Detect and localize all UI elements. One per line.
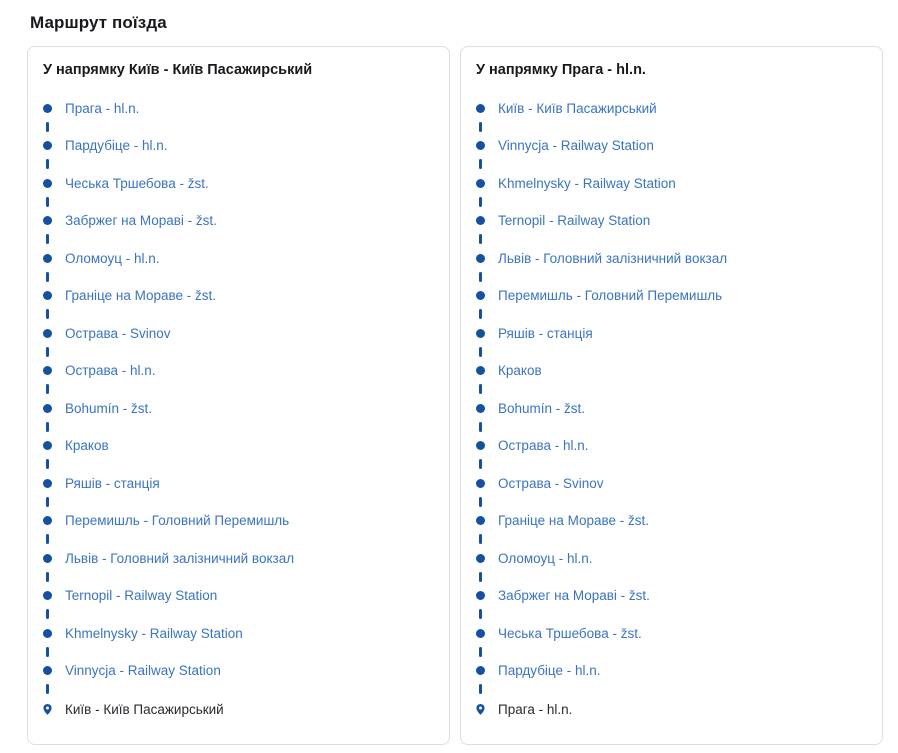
station-row [43,173,433,193]
route-connector [476,343,866,361]
station-row [476,623,866,643]
station-row [43,323,433,343]
route-dash-icon [479,684,482,694]
station-link[interactable]: Граніце на Мораве - žst. [498,513,650,528]
route-dash-icon [479,422,482,432]
station-link[interactable]: Bohumín - žst. [65,400,153,416]
route-connector [476,531,866,549]
route-dash-icon [479,609,482,619]
stop-dot-icon [43,329,52,338]
route-connector [476,381,866,399]
station-link[interactable]: Забржег на Мораві - žst. [65,213,217,228]
route-connector [476,193,866,211]
route-connector [476,231,866,249]
stop-dot-icon [43,366,52,375]
route-dash-icon [479,347,482,357]
station-link[interactable]: Оломоуц - hl.n. [65,250,160,266]
station-row [43,436,433,456]
route-connector [476,681,866,699]
stop-dot-icon [476,254,485,263]
location-pin-icon [476,701,485,718]
route-connector [476,456,866,474]
station-row [476,661,866,681]
station-row [43,623,433,643]
stop-dot-icon [43,516,52,525]
station-row [476,436,866,456]
station-link[interactable]: Краков [65,438,109,453]
stop-dot-icon [476,104,485,113]
route-dash-icon [46,272,49,282]
route-dash-icon [46,197,49,207]
stop-dot-icon [43,141,52,150]
route-dash-icon [46,122,49,132]
terminal-station-row [43,698,433,720]
stop-dot-icon [43,666,52,675]
station-row [476,173,866,193]
station-link[interactable]: Оломоуц - hl.n. [498,550,593,566]
station-row [476,323,866,343]
station-row [476,361,866,381]
terminal-station-row [476,698,866,720]
route-dash-icon [479,159,482,169]
station-link[interactable]: Bohumín - žst. [498,400,586,416]
stop-dot-icon [476,629,485,638]
route-connector [43,118,433,136]
route-connector [476,268,866,286]
station-link[interactable]: Чеська Тршебова - žst. [65,175,209,191]
route-connector [43,606,433,624]
stop-dot-icon [43,254,52,263]
station-link[interactable]: Київ - Київ Пасажирський [498,100,657,116]
station-row [43,98,433,118]
stop-dot-icon [476,554,485,563]
stop-dot-icon [43,404,52,413]
route-connector [476,606,866,624]
route-dash-icon [46,159,49,169]
station-link[interactable]: Чеська Тршебова - žst. [498,625,642,641]
route-connector [43,306,433,324]
station-link[interactable]: Ternopil - Railway Station [498,213,651,228]
stop-dot-icon [43,629,52,638]
route-connector [43,493,433,511]
route-dash-icon [479,272,482,282]
route-dash-icon [479,234,482,244]
route-dash-icon [46,309,49,319]
stop-dot-icon [43,104,52,113]
terminal-station-label: Київ - Київ Пасажирський [65,701,224,717]
stop-dot-icon [43,479,52,488]
stop-dot-icon [43,554,52,563]
route-dash-icon [46,347,49,357]
route-dash-icon [46,459,49,469]
station-link[interactable]: Vinnycja - Railway Station [65,663,221,678]
station-row [43,473,433,493]
route-connector [476,118,866,136]
station-link[interactable]: Забржег на Мораві - žst. [498,588,650,603]
route-connector [43,456,433,474]
route-dash-icon [479,459,482,469]
route-dash-icon [46,384,49,394]
station-link[interactable]: Львів - Головний залізничний вокзал [65,550,295,566]
station-row [476,286,866,306]
route-dash-icon [479,197,482,207]
route-connector [43,418,433,436]
route-connector [476,568,866,586]
station-link[interactable]: Vinnycja - Railway Station [498,138,654,153]
station-row [476,211,866,231]
station-link[interactable]: Ternopil - Railway Station [65,588,218,603]
route-dash-icon [46,534,49,544]
route-dash-icon [46,647,49,657]
route-connector [43,193,433,211]
route-dash-icon [479,534,482,544]
route-dash-icon [479,309,482,319]
stop-dot-icon [476,366,485,375]
page-title: Маршрут поїзда [30,13,167,32]
route-connector [43,268,433,286]
route-dash-icon [479,384,482,394]
stop-dot-icon [43,441,52,450]
station-row [476,473,866,493]
station-row [43,248,433,268]
station-link[interactable]: Ряшів - станція [498,325,593,341]
station-link[interactable]: Острава - hl.n. [498,438,589,453]
route-dash-icon [46,497,49,507]
route-connector [43,156,433,174]
route-panel [460,46,883,745]
stop-dot-icon [476,516,485,525]
route-dash-icon [479,572,482,582]
route-dash-icon [46,609,49,619]
route-dash-icon [46,422,49,432]
stop-dot-icon [43,291,52,300]
route-connector [43,231,433,249]
station-link[interactable]: Острава - Svinov [498,475,604,491]
station-row [476,248,866,268]
route-dash-icon [46,572,49,582]
stop-dot-icon [476,329,485,338]
station-link[interactable]: Краков [498,363,542,378]
stop-dot-icon [476,141,485,150]
station-row [43,398,433,418]
location-pin-icon [43,701,52,718]
stop-dot-icon [476,291,485,300]
route-dash-icon [479,497,482,507]
stop-dot-icon [476,591,485,600]
route-connector [43,643,433,661]
terminal-station-label: Прага - hl.n. [498,701,573,717]
station-link[interactable]: Львів - Головний залізничний вокзал [498,250,728,266]
station-link[interactable]: Острава - Svinov [65,325,171,341]
station-row [476,548,866,568]
station-row [476,586,866,606]
station-row [43,286,433,306]
stop-dot-icon [43,216,52,225]
station-link[interactable]: Перемишль - Головний Перемишль [65,513,290,528]
stop-dot-icon [476,479,485,488]
station-link[interactable]: Пардубіце - hl.n. [65,138,168,153]
stop-dot-icon [476,179,485,188]
station-row [476,398,866,418]
route-connector [476,156,866,174]
station-link[interactable]: Khmelnysky - Railway Station [65,625,243,641]
route-connector [43,681,433,699]
station-row [43,548,433,568]
route-connector [476,418,866,436]
station-row [43,211,433,231]
route-connector [43,381,433,399]
stop-dot-icon [43,179,52,188]
direction-heading: У напрямку Київ - Київ Пасажирський [43,62,313,78]
station-row [43,361,433,381]
station-row [43,661,433,681]
route-connector [43,531,433,549]
stop-dot-icon [476,216,485,225]
station-row [476,136,866,156]
station-link[interactable]: Пардубіце - hl.n. [498,663,601,678]
station-link[interactable]: Прага - hl.n. [65,100,140,116]
route-connector [476,493,866,511]
station-row [43,586,433,606]
stop-dot-icon [476,441,485,450]
station-link[interactable]: Граніце на Мораве - žst. [65,288,217,303]
station-row [43,136,433,156]
station-row [43,511,433,531]
route-panels-container [27,46,883,745]
route-dash-icon [46,684,49,694]
route-dash-icon [479,647,482,657]
station-link[interactable]: Ряшів - станція [65,475,160,491]
stop-dot-icon [476,404,485,413]
route-connector [476,306,866,324]
station-link[interactable]: Острава - hl.n. [65,363,156,378]
route-dash-icon [46,234,49,244]
station-link[interactable]: Перемишль - Головний Перемишль [498,288,723,303]
stop-dot-icon [43,591,52,600]
route-panel [27,46,450,745]
stop-dot-icon [476,666,485,675]
station-link[interactable]: Khmelnysky - Railway Station [498,175,676,191]
station-row [476,511,866,531]
direction-heading: У напрямку Прага - hl.n. [476,62,646,78]
route-dash-icon [479,122,482,132]
station-row [476,98,866,118]
route-connector [43,343,433,361]
route-connector [43,568,433,586]
route-connector [476,643,866,661]
